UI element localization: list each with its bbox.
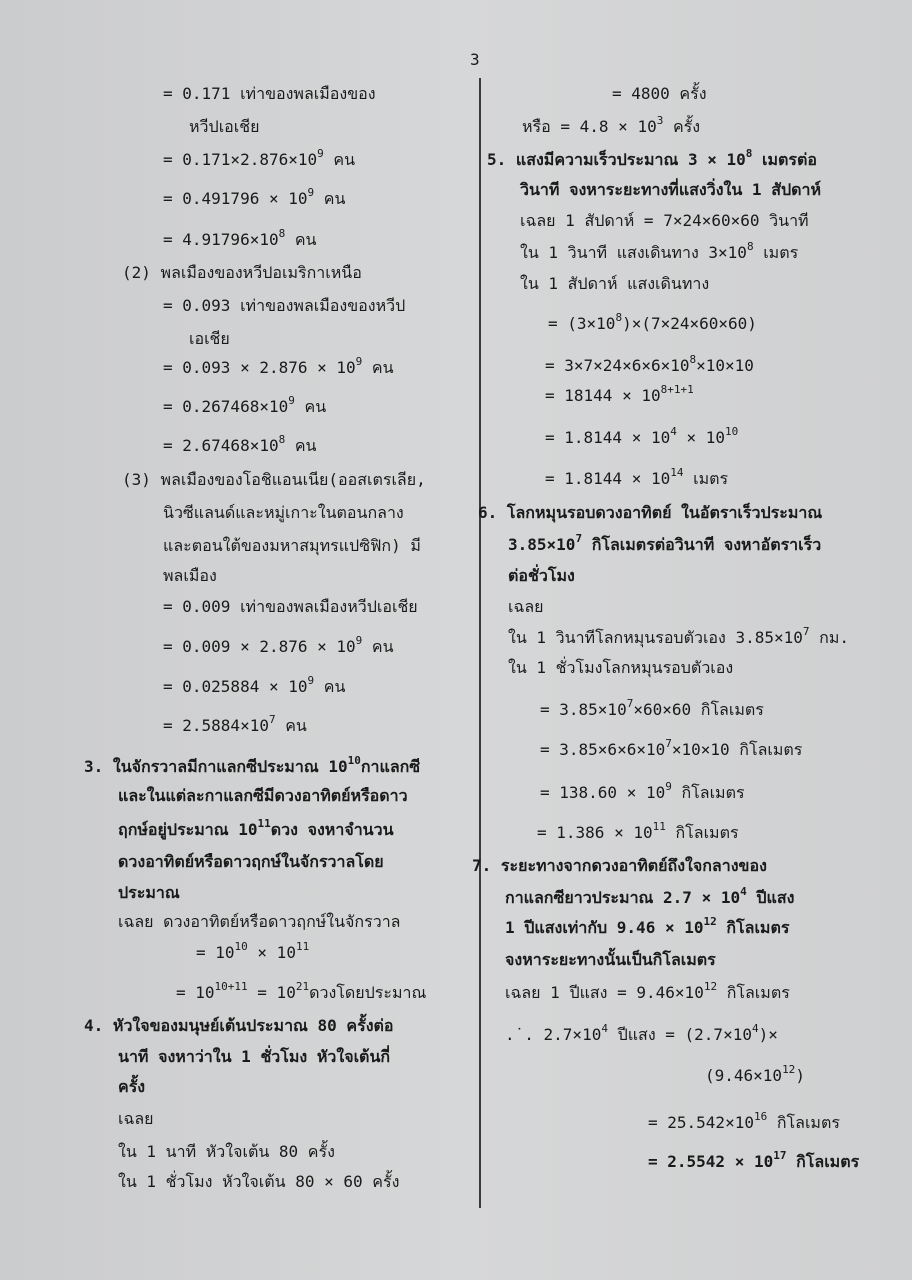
text-line: .˙. $2.7\times 10^4$ ปีแสง = $(2.7\times 10^4)\times$: [505, 1022, 778, 1044]
text-line: ดวงอาทิตย์หรือดาวฤกษ์ในจักรวาลโดย: [118, 852, 384, 871]
text-line: = $3.85\times 10^7\times 60\times 60$ กิโลเมตร: [540, 697, 764, 719]
text-line: = $2.67468\times 10^8$ คน: [163, 433, 317, 455]
text-line: (2) พลเมืองของหวีปอเมริกาเหนือ: [122, 263, 362, 282]
text-line: = $1.8144 \times 10^{14}$ เมตร: [545, 466, 729, 488]
text-line: ใน 1 วินาที แสงเดินทาง $3\times 10^8$ เมตร: [520, 240, 799, 262]
text-line: 5. แสงมีความเร็วประมาณ $3 \times 10^8$ เมตรต่อ: [487, 147, 818, 169]
text-line: = $0.093 \times 2.876 \times 10^9$ คน: [163, 355, 394, 377]
text-line: หวีปเอเชีย: [189, 117, 260, 136]
text-line: = $0.171\times 2.876\times 10^9$ คน: [163, 147, 356, 169]
text-line: = $0.267468\times 10^9$ คน: [163, 394, 327, 416]
text-line: เฉลย 1 สัปดาห์ = 7×24×60×60 วินาที: [520, 211, 809, 230]
text-line: และตอนใต้ของมหาสมุทรแปซิฟิก) มี: [163, 536, 421, 555]
text-line: ครั้ง: [118, 1077, 146, 1096]
text-line: = $0.491796 \times 10^9$ คน: [163, 186, 346, 208]
text-line: = $3\times 7\times 24\times 6\times 6\times 10^8\times 10\times 10$: [545, 353, 754, 375]
text-line: 4. หัวใจของมนุษย์เต้นประมาณ 80 ครั้งต่อ: [84, 1016, 394, 1035]
text-line: = $2.5542 \times 10^{17}$ กิโลเมตร: [648, 1149, 860, 1171]
text-line: จงหาระยะทางนั้นเป็นกิโลเมตร: [505, 950, 716, 969]
text-line: กาแลกซียาวประมาณ $2.7 \times 10^4$ ปีแสง: [505, 885, 795, 907]
text-line: (3) พลเมืองของโอชิแอนเนีย(ออสเตรเลีย,: [122, 470, 426, 489]
text-line: = $4.91796\times 10^8$ คน: [163, 227, 317, 249]
text-line: = 4800 ครั้ง: [612, 84, 707, 103]
text-line: ใน 1 สัปดาห์ แสงเดินทาง: [520, 274, 710, 293]
text-line: ใน 1 วินาทีโลกหมุนรอบตัวเอง $3.85\times 10^7$ กม.: [508, 625, 850, 647]
text-line: = $1.386 \times 10^{11}$ กิโลเมตร: [537, 820, 739, 842]
text-line: = $2.5884\times 10^7$ คน: [163, 713, 307, 735]
text-line: = 0.009 เท่าของพลเมืองหวีปเอเชีย: [163, 597, 418, 616]
text-line: ต่อชั่วโมง: [508, 566, 575, 585]
text-line: = $138.60 \times 10^9$ กิโลเมตร: [540, 780, 745, 802]
text-line: เฉลย: [508, 597, 544, 616]
text-line: = $1.8144 \times 10^4 \times 10^{10}$: [545, 425, 739, 447]
text-line: เอเชีย: [189, 329, 230, 348]
text-line: นิวซีแลนด์และหมู่เกาะในตอนกลาง: [163, 503, 404, 522]
text-line: = $18144 \times 10^{8+1+1}$: [545, 383, 694, 405]
text-line: = $25.542\times 10^{16}$ กิโลเมตร: [648, 1110, 840, 1132]
text-line: 6. โลกหมุนรอบดวงอาทิตย์ ในอัตราเร็วประมาณ: [478, 503, 823, 522]
text-line: = 0.093 เท่าของพลเมืองของหวีป: [163, 296, 406, 315]
text-line: 3. ในจักรวาลมีกาแลกซีประมาณ $10^{10}$กาแลกซี: [84, 754, 421, 776]
text-line: = $10^{10+11} = 10^{21}$ดวงโดยประมาณ: [176, 980, 427, 1002]
text-line: ใน 1 ชั่วโมง หัวใจเต้น 80 × 60 ครั้ง: [118, 1172, 400, 1191]
text-line: = $10^{10} \times 10^{11}$: [196, 940, 310, 962]
text-line: = $3.85\times 6\times 6\times 10^7\times 10\times 10$ กิโลเมตร: [540, 737, 803, 759]
text-line: ประมาณ: [118, 883, 180, 902]
text-line: = 0.171 เท่าของพลเมืองของ: [163, 84, 376, 103]
text-line: นาที จงหาว่าใน 1 ชั่วโมง หัวใจเต้นกี่: [118, 1047, 391, 1066]
text-line: = $0.009 \times 2.876 \times 10^9$ คน: [163, 634, 394, 656]
text-line: เฉลย ดวงอาทิตย์หรือดาวฤกษ์ในจักรวาล: [118, 912, 401, 931]
text-line: พลเมือง: [163, 566, 217, 585]
text-line: $3.85\times 10^7$ กิโลเมตรต่อวินาที จงหาอัตราเร็ว: [508, 532, 822, 554]
text-line: 1 ปีแสงเท่ากับ $9.46 \times 10^{12}$ กิโลเมตร: [505, 915, 790, 937]
column-divider: [479, 78, 481, 1208]
text-line: เฉลย 1 ปีแสง = $9.46\times 10^{12}$ กิโลเมตร: [505, 980, 790, 1002]
text-line: ใน 1 นาที หัวใจเต้น 80 ครั้ง: [118, 1142, 335, 1161]
text-line: ฤกษ์อยู่ประมาณ $10^{11}$ดวง จงหาจำนวน: [118, 817, 394, 839]
text-line: หรือ = $4.8 \times 10^3$ ครั้ง: [522, 114, 701, 136]
page-number: 3: [470, 50, 480, 69]
text-line: และในแต่ละกาแลกซีมีดวงอาทิตย์หรือดาว: [118, 786, 408, 805]
text-line: วินาที จงหาระยะทางที่แสงวิ่งใน 1 สัปดาห์: [520, 180, 822, 199]
text-line: = $(3\times 10^8)\times(7\times 24\times 60\times 60)$: [548, 311, 757, 333]
text-line: 7. ระยะทางจากดวงอาทิตย์ถึงใจกลางของ: [472, 856, 767, 875]
text-line: เฉลย: [118, 1109, 154, 1128]
text-line: = $0.025884 \times 10^9$ คน: [163, 674, 346, 696]
text-line: ใน 1 ชั่วโมงโลกหมุนรอบตัวเอง: [508, 658, 734, 677]
text-line: $(9.46\times 10^{12})$: [705, 1063, 805, 1085]
